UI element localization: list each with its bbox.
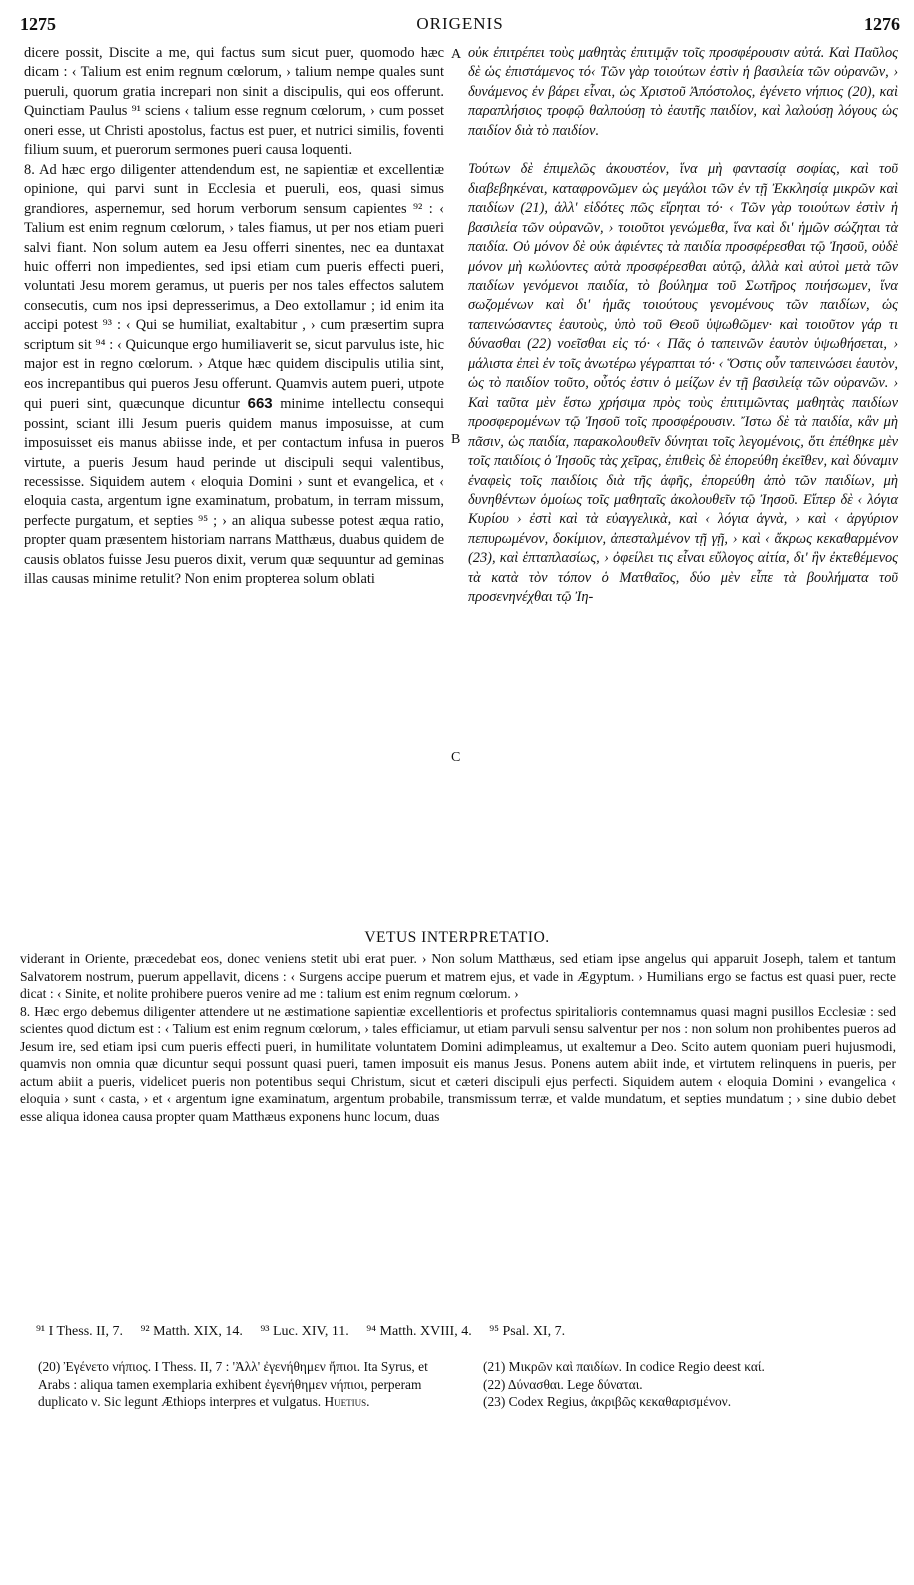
greek-column [468,44,898,608]
reference-94: ⁹⁴ Matth. XVIII, 4. [366,1324,472,1339]
footnote-20-text: (20) Ἐγένετο νήπιος. I Thess. II, 7 : 'Ἀλλ' ἐγενήθημεν ἤπιοι. Ita Syrus, et Arabs : aliqua tamen exemplaria exhibent ἐγενήθημεν νήπιοι, perperam duplicato ν. Sic legunt Æthiops interpres et vulgatus. [38,1359,428,1410]
latin-paragraph-1: dicere possit, Discite a me, qui factus sum sicut puer, quomodo hæc dicam : ‹ Talium est enim regnum cœlorum, › talium nempe quales sunt pueruli, quorum gratia increpari non sinit a discipulis, qui eos offerunt. Quinctiam Paulus ⁹¹ sciens ‹ talium esse regnum cœlorum, › cum posset oneri esse, ut Christi apostolus, factus est puer, et nutrici similis, foventi filium suum, et puerorum sermones pueri causa loquenti. [24,45,444,159]
greek-paragraph-1: οὐκ ἐπιτρέπει τοὺς μαθητὰς ἐπιτιμᾷν τοῖς προσφέρουσιν αὐτά. Καὶ Παῦλος δὲ ὡς ἐπιστάμενος τό‹ Τῶν γὰρ τοιούτων ἐστὶν ἡ βασιλεία τῶν οὐρανῶν, › δυνάμενος ἐν βάρει εἶναι, ὡς Χριστοῦ Ἀπόστολος, ἐγένετο νήπιος (20), καὶ παραπλήσιος τροφῷ θαλπούσῃ τὸ ἑαυτῆς παιδίον, καὶ λαλούσῃ λόγους ὡς παιδίον διὰ τὸ παιδίον. [468,45,898,139]
latin-paragraph-2b: minime intellectu consequi possint, sciant illi Jesum pueris quidem manus imposuisse, at cum imposuisset eis manus abiisse inde, et per contactum infusa in pueros virtute, a pueris Jesum haud perinde ut discipuli sequi valentibus, recessisse. Siquidem autem ‹ eloquia Domini › sunt et evangelica, et ‹ eloquia casta, argentum igne examinatum, probatum, in terram missum, perfecte purgatum, et septies ⁹⁵ ; › an aliqua subesse potest æqua ratio, propter quam præsentem historiam narrans Matthæus, duabus quidem de causis oblatos fuisse Jesu pueros dixit, verum quæ sequuntur ad geminas illas causas minime retulit? Non enim propterea solum oblati [24,396,444,588]
footnote-21: (21) Μικρῶν καὶ παιδίων. In codice Regio deest καί. [483,1359,765,1374]
margin-letter-a: A [451,47,462,62]
footnote-20 [38,1358,442,1411]
margin-letter-c: C [451,750,461,765]
latin-paragraph-2 [24,161,444,590]
page-number-right: 1276 [864,14,900,34]
reference-95: ⁹⁵ Psal. XI, 7. [489,1324,566,1339]
vetus-interpretatio-heading: VETUS INTERPRETATIO. [364,929,550,946]
reference-91: ⁹¹ I Thess. II, 7. [36,1324,123,1339]
footnotes-left [38,1358,442,1411]
vetus-paragraph-1: viderant in Oriente, præcedebat eos, donec veniens stetit ubi erat puer. › Non solum Matthæus, sed etiam ipse angelus qui apparuit Joseph, talem et tantum Salvatorem nostrum, puerum appellavit, dicens : ‹ Surgens accipe puerum et matrem ejus, et vade in Ægyptum. › Humilians ergo se factus est quasi puer, recte dicat : ‹ Sinite, et nolite prohibere pueros venire ad me : talium est enim regnum cœlorum. › [20,951,896,1001]
reference-93: ⁹³ Luc. XIV, 11. [260,1324,349,1339]
footnotes-right [483,1358,883,1411]
page-header [20,14,900,38]
footnote-22: (22) Δύνασθαι. Lege δύναται. [483,1376,643,1392]
footnote-23: (23) Codex Regius, ἀκριβῶς κεκαθαρισμένον. [483,1394,732,1410]
footnote-author: Huetius. [324,1394,370,1410]
running-title: ORIGENIS [416,14,504,33]
vetus-paragraph-2: 8. Hæc ergo debemus diligenter attendere ut ne æstimatione sapientiæ excellentioris et profectus spiritalioris contemnamus quasi magni pusillos Ecclesiæ : sed scientes quod dictum est : ‹ Talium est enim regnum cœlorum, › tales efficiamur, ut etiam parvuli sensu salventur per nos : non solum non prohibentes pueros ad Jesum ire, sed etiam ipsi cum pueris effecti pueri, in humilitate voluntatem Domini adimpleamus, ut exaltemur a Deo. Scito autem quoniam pueri hujusmodi, quamvis non omnia quæ dicuntur sequi possunt quasi pueri, tamen imposuit eis manus Jesus. Ponens autem abiit inde, et virtutem relinquens in pueris, per actum abiit a pueris, videlicet pueris non potentibus sequi Christum, sicut et cæteri discipuli ejus perfecti. Siquidem autem ‹ eloquia Domini › evangelica ‹ eloquia › sunt ‹ casta, › et ‹ argentum igne examinatum, argentum probabile, transmissum terræ, et valde mundatum, et septies mundatum ; › sine dubio debet esse aliqua idonea causa propter quam Matthæus exponens hunc locum, duas [20,1003,896,1124]
page-number-left: 1275 [20,14,56,34]
scripture-references [36,1324,886,1340]
vetus-interpretatio-text [20,950,896,1125]
reference-92: ⁹² Matth. XIX, 14. [140,1324,243,1339]
latin-paragraph-2a: 8. Ad hæc ergo diligenter attendendum est, ne sapientiæ et excellentiæ opinione, qui parvi sunt in Ecclesia et pueruli, eos, quasi simus grandiores, aspernemur, sed horum verborum sensum capientes ⁹² : ‹ Talium est enim regnum cœlorum, › tales fiamus, ut per nos etiam pueri salvi fiant. Non solum autem ea Jesu offerri sinentes, nec ea duntaxat huic offerri non impedientes, sed ipsi etiam cum pueris effecti pueri, voluntati Jesu morem geramus, ut pueris per nos tales effectos salutem consecutis, cum nos ipsi depresserimus, a Deo extollamur ; id enim ita accipi potest ⁹³ : ‹ Qui se humiliat, exaltabitur , › cum præsertim supra scriptum sit ⁹⁴ : ‹ Quicunque ergo humiliaverit se, sicut parvulus iste, hic major est in regno cœlorum. › Atque hæc quidem discipulis utilia sint, eos increpantibus qui pueros Jesu offerunt. Quamvis autem pueri, utpote qui pueri sint, quæcunque dicuntur [24,161,444,413]
greek-paragraph-2: Τούτων δὲ ἐπιμελῶς ἀκουστέον, ἵνα μὴ φαντασίᾳ σοφίας, καὶ τοῦ διαβεβηκέναι, καταφρονῶμεν ὡς μεγάλοι τῶν ἐν τῇ Ἐκκλησίᾳ μικρῶν καὶ παιδίων (21), ἀλλ' εἰδότες πῶς εἴρηται τό· ‹ Τῶν γὰρ τοιούτων ἐστὶν ἡ βασιλεία τῶν οὐρανῶν, › τοιοῦτοι γενώμεθα, ἵνα καὶ δι' ἡμῶν σώζηται τὰ παιδία. Οὐ μόνον δὲ οὐκ ἀφιέντες τὰ παιδία προσφέρεσθαι τῷ Ἰησοῦ, οὐδὲ μόνον μὴ κωλύοντες αὐτὰ προσφέρεσθαι αὐτῷ, ἀλλὰ καὶ αὐτοὶ μετὰ τῶν παιδίων γενόμενοι παιδία, τὸ βούλημα τοῦ Σωτῆρος ποιήσωμεν, ἵνα σωζομένων καὶ δι' ἡμᾶς τοιούτους γενομένους τῶν παιδίων, ὡς ταπεινώσαντες ἑαυτοὺς, ὑπὸ τοῦ Θεοῦ ὑψωθῶμεν· καὶ τοιοῦτον γάρ τι δύνασθαι (22) νοεῖσθαι εἰς τό· ‹ Πᾶς ὁ ταπεινῶν ἑαυτὸν ὑψωθήσεται, › μάλιστα ἐπεὶ ἐν τοῖς ἀνωτέρω γέγραπται τό· ‹ Ὅστις οὖν ταπεινώσει ἑαυτὸν, ὡς τὸ παιδίον τοῦτο, οὗτός ἐστιν ὁ μείζων ἐν τῇ βασιλείᾳ τῶν οὐρανῶν. › Καὶ ταῦτα μὲν ἔστω χρήσιμα πρὸς τοὺς ἐπιτιμῶντας μαθητὰς παιδίων προσφερομένων τῷ Ἰησοῦ τοῖς προσφέρουσιν. Ἴστω δὲ τὰ παιδία, κἂν μὴ πᾶσιν, ὡς παιδία, παρακολουθεῖν δύνηται τοῖς λεγομένοις, ὅτι ἐπέθηκε μὲν τοῖς παιδίοις ὁ Ἰησοῦς τὰς χεῖρας, ἐπιθεὶς δὲ ἐπορεύθη ἐκεῖθεν, καὶ δύναμιν ἐναφεὶς τοῖς παιδίοις διὰ τῆς ἁφῆς, ἐπορεύθη ἀπὸ τῶν παιδίων, μὴ δυνηθέντων ὁμοίως τοῖς μαθηταῖς ἀκολουθεῖν τῷ Ἰησοῦ. Εἴπερ δὲ ‹ λόγια Κυρίου › ἐστὶ καὶ τὰ εὐαγγελικὰ, καὶ ‹ λόγια ἁγνὰ, › καὶ ‹ ἀργύριον πεπυρωμένον, δοκίμιον, ἀπεσταλμένον τῇ γῇ, › καὶ ‹ ἄκρως κεκαθαρμένον (23), καὶ ἑπταπλασίως, › ὀφείλει τις εἶναι εὔλογος αἰτία, δι' ἣν ἐκτεθέμενος τὰ κατὰ τὸν τόπον ὁ Ματθαῖος, δύο μὲν εἶπε τὰ βουλήματα τοῦ προσενηνέχθαι τῷ Ἰη- [468,161,898,606]
column-number-marker: 663 [247,395,273,413]
latin-column [24,44,444,590]
margin-letter-b: B [451,432,461,447]
